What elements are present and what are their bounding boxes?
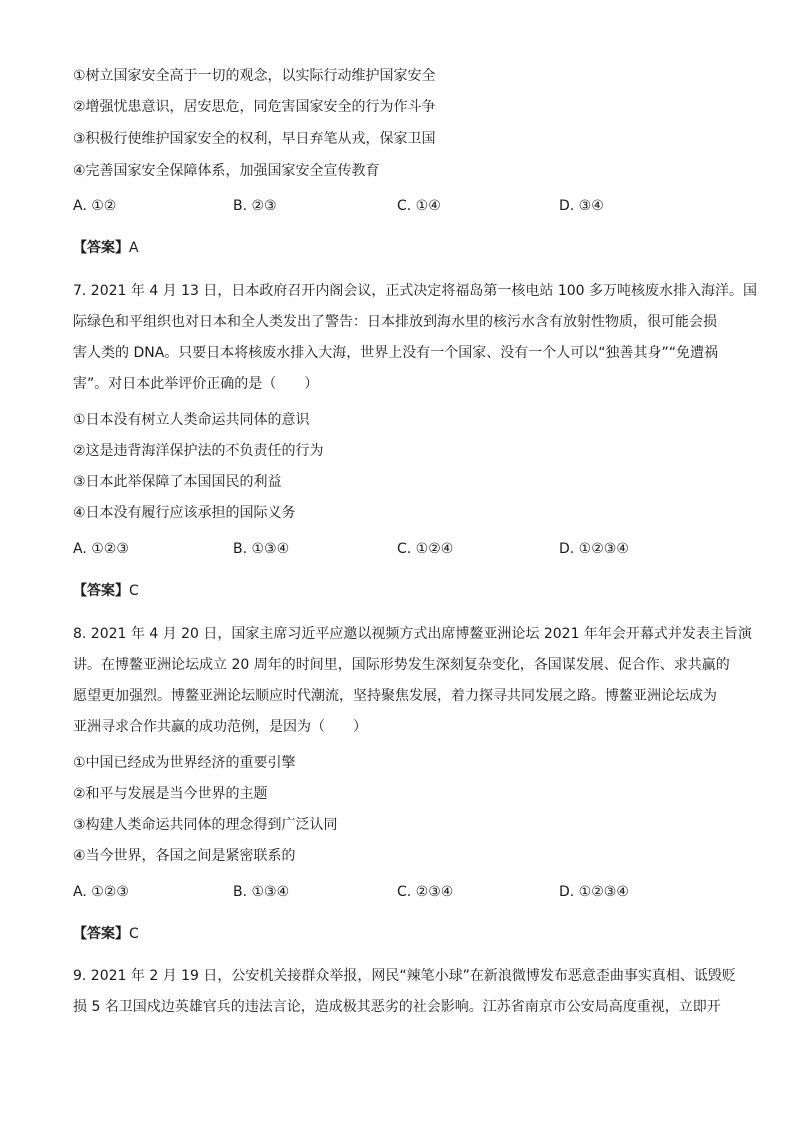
q8-option-d: D. ①②③④ [559,884,629,900]
q8-stem-line-4: 亚洲寻求合作共赢的成功范例，是因为（ ） [73,719,367,735]
q8-option-b: B. ①③④ [233,884,290,900]
q8-statement-4: ④当今世界，各国之间是紧密联系的 [73,848,296,864]
q8-statement-2: ②和平与发展是当今世界的主题 [73,786,268,802]
q8-statement-1: ①中国已经成为世界经济的重要引擎 [73,755,296,771]
q7-option-b: B. ①③④ [233,541,290,557]
answer-tag: 【答案】 [73,240,129,256]
q9-stem [73,966,736,1017]
q7-stem-line-2: 际绿色和平组织也对日本和全人类发出了警告：日本排放到海水里的核污水含有放射性物质，很可能会损 [73,314,717,330]
q6-options [73,196,723,216]
q6-statement-2: ②增强忧患意识，居安思危，同危害国家安全的行为作斗争 [73,99,436,115]
q7-answer [73,581,139,601]
answer-tag: 【答案】 [73,926,129,942]
q8-option-c: C. ②③④ [397,884,454,900]
q7-option-a: A. ①②③ [73,541,129,557]
q7-stem-line-1: 7. 2021 年 4 月 13 日，日本政府召开内阁会议，正式决定将福岛第一核电站 100 多万吨核废水排入海洋。国 [73,283,758,299]
answer-tag: 【答案】 [73,583,129,599]
q8-stem [73,624,752,737]
q6-option-d: D. ③④ [559,198,604,214]
q6-option-c: C. ①④ [397,198,441,214]
answer-value: C [129,926,139,942]
q6-statement-1: ①树立国家安全高于一切的观念，以实际行动维护国家安全 [73,68,436,84]
q8-options [73,882,723,902]
q8-stem-line-2: 讲。在博鳌亚洲论坛成立 20 周年的时间里，国际形势发生深刻复杂变化，各国谋发展、促合作、求共赢的 [73,657,730,673]
q7-option-d: D. ①②③④ [559,541,629,557]
q8-statement-3: ③构建人类命运共同体的理念得到广泛认同 [73,817,338,833]
q7-statement-1: ①日本没有树立人类命运共同体的意识 [73,412,310,428]
q7-statement-4: ④日本没有履行应该承担的国际义务 [73,505,296,521]
q6-statement-3: ③积极行使维护国家安全的权利，早日弃笔从戎，保家卫国 [73,131,436,147]
q9-stem-line-1: 9. 2021 年 2 月 19 日，公安机关接群众举报，网民“辣笔小球”在新浪微博发布恶意歪曲事实真相、诋毁贬 [73,968,736,984]
q7-statement-3: ③日本此举保障了本国国民的利益 [73,474,282,490]
answer-value: A [129,240,139,256]
q7-stem-line-3: 害人类的 DNA。只要日本将核废水排入大海，世界上没有一个国家、没有一个人可以“独善其身”“免遭祸 [73,345,719,361]
q9-stem-line-2: 损 5 名卫国戍边英雄官兵的违法言论，造成极其恶劣的社会影响。江苏省南京市公安局高度重视，立即开 [73,999,721,1015]
q6-answer [73,238,139,258]
q6-option-b: B. ②③ [233,198,277,214]
q8-option-a: A. ①②③ [73,884,129,900]
q7-options [73,539,723,559]
q6-option-a: A. ①② [73,198,117,214]
q7-stem-line-4: 害”。对日本此举评价正确的是（ ） [73,376,319,392]
answer-value: C [129,583,139,599]
q8-stem-line-3: 愿望更加强烈。博鳌亚洲论坛顺应时代潮流，坚持聚焦发展，着力探寻共同发展之路。博鳌亚洲论坛成为 [73,688,717,704]
q6-statement-4: ④完善国家安全保障体系，加强国家安全宣传教育 [73,163,380,179]
q7-option-c: C. ①②④ [397,541,454,557]
q7-statement-2: ②这是违背海洋保护法的不负责任的行为 [73,443,324,459]
q7-stem [73,281,758,394]
q8-stem-line-1: 8. 2021 年 4 月 20 日，国家主席习近平应邀以视频方式出席博鳌亚洲论坛 2021 年年会开幕式并发表主旨演 [73,626,752,642]
q8-answer [73,924,139,944]
